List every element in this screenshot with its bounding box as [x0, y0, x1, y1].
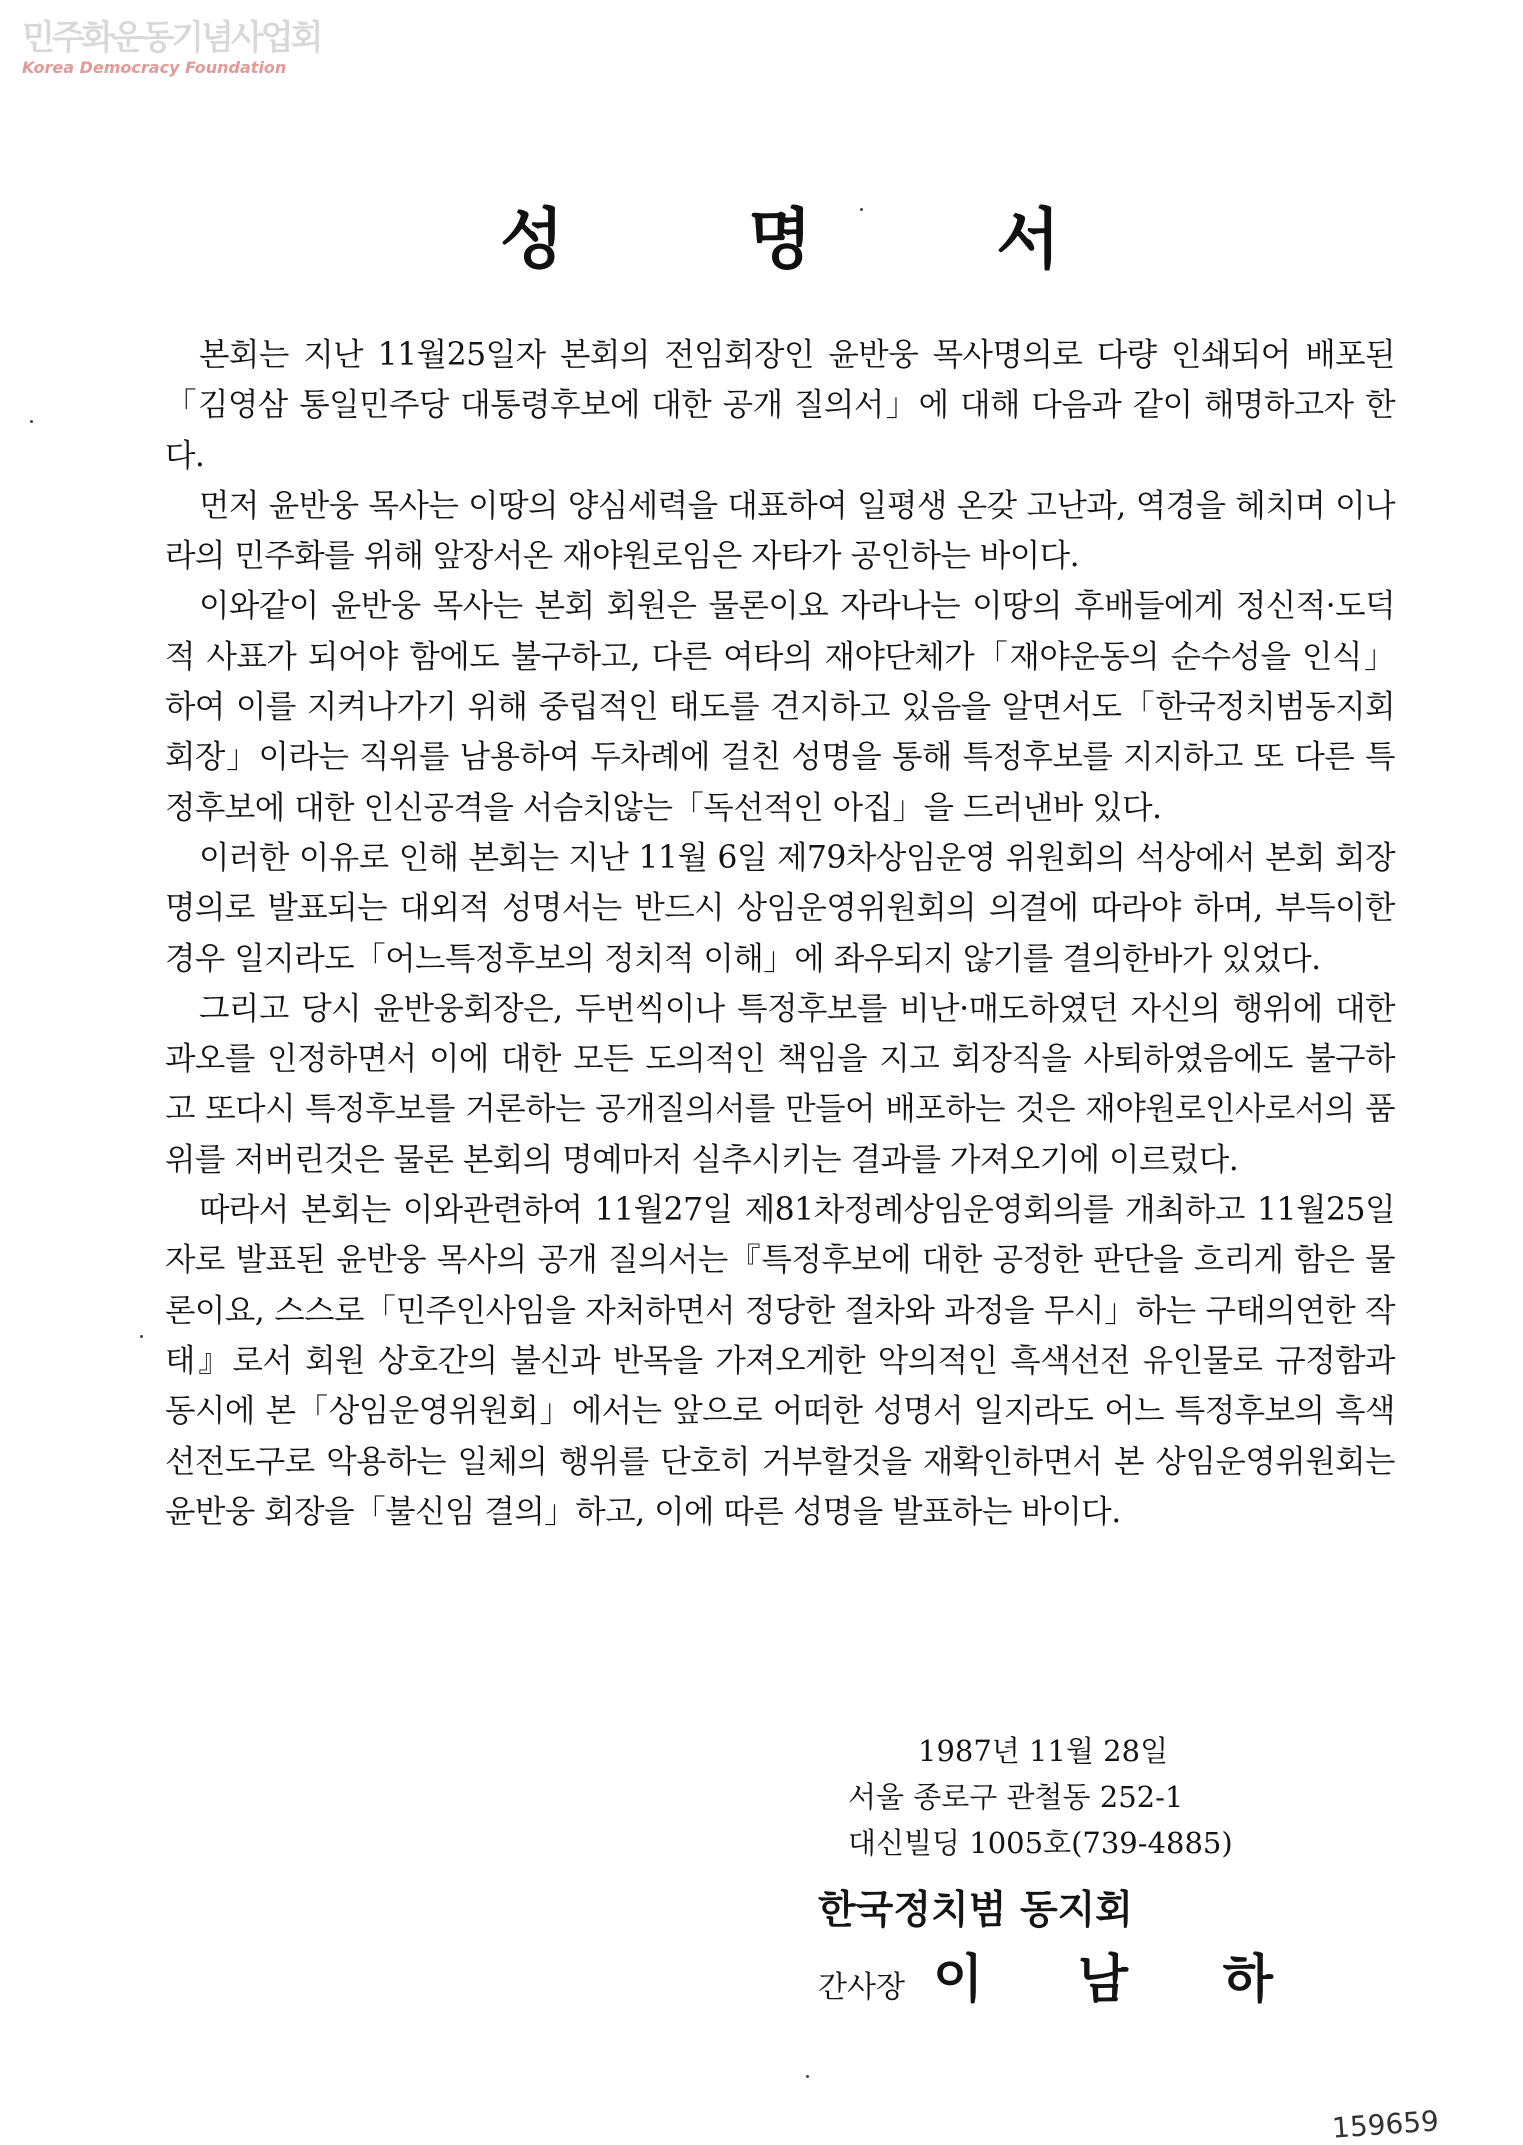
signature-address-line-2: 대신빌딩 1005호(739-4885) — [848, 1826, 1233, 1860]
name-char-1: 이 — [932, 1950, 984, 2010]
watermark-korean: 민주화운동기념사업회 — [22, 18, 321, 58]
title-char-2: 명 — [748, 201, 812, 278]
representative-name — [933, 1950, 1273, 2010]
organization-name: 한국정치범 동지회 — [818, 1888, 1133, 1933]
representative — [818, 1950, 1318, 2018]
watermark-english: Korea Democracy Foundation — [22, 58, 287, 77]
representative-role: 간사장 — [818, 1970, 905, 2005]
watermark-logo — [22, 18, 322, 78]
title-char-1: 성 — [500, 201, 564, 278]
name-char-3: 하 — [1222, 1950, 1273, 2010]
paragraph-1: 본회는 지난 11월25일자 본회의 전임회장인 윤반웅 목사명의로 다량 인쇄되어 배포된「김영삼 통일민주당 대통령후보에 대한 공개 질의서」에 대해 다음과 같이 해명하고자 한다. — [165, 337, 1395, 474]
document-title — [500, 200, 1060, 280]
paragraph-4: 이러한 이유로 인해 본회는 지난 11월 6일 제79차상임운영 위원회의 석상에서 본회 회장 명의로 발표되는 대외적 성명서는 반드시 상임운영위원회의 의결에 따라야 하며, 부득이한 경우 일지라도「어느특정후보의 정치적 이해」에 좌우되지 않기를 결의한바가 있었다. — [165, 839, 1395, 977]
scan-speck — [806, 2075, 809, 2078]
name-char-2: 남 — [1077, 1950, 1129, 2010]
scan-speck — [860, 208, 863, 211]
scan-speck — [140, 1335, 143, 1338]
paragraph-3: 이와같이 윤반웅 목사는 본회 회원은 물론이요 자라나는 이땅의 후배들에게 정신적·도덕적 사표가 되어야 함에도 불구하고, 다른 여타의 재야단체가「재야운동의 순수성을 인식」하여 이를 지켜나가기 위해 중립적인 태도를 견지하고 있음을 알면서도「한국정치범동지회 회장」이라는 직위를 남용하여 두차례에 걸친 성명을 통해 특정후보를 지지하고 또 다른 특정후보에 대한 인신공격을 서슴치않는「독선적인 아집」을 드러낸바 있다. — [165, 588, 1395, 826]
paragraph-5: 그리고 당시 윤반웅회장은, 두번씩이나 특정후보를 비난·매도하였던 자신의 행위에 대한 과오를 인정하면서 이에 대한 모든 도의적인 책임을 지고 회장직을 사퇴하였음에도 불구하고 또다시 특정후보를 거론하는 공개질의서를 만들어 배포하는 것은 재야원로인사로서의 품위를 저버린것은 물론 본회의 명예마저 실추시키는 결과를 가져오기에 이르렀다. — [165, 990, 1395, 1178]
handwritten-document-number: 159659 — [1330, 2104, 1440, 2145]
signature-date: 1987년 11월 28일 — [918, 1734, 1169, 1768]
statement-body — [165, 330, 1395, 1537]
signature-block — [848, 1728, 1448, 1866]
scan-speck — [30, 420, 33, 423]
signature-address-line-1: 서울 종로구 관철동 252-1 — [848, 1780, 1184, 1814]
title-char-3: 서 — [996, 201, 1060, 278]
paragraph-6: 따라서 본회는 이와관련하여 11월27일 제81차정례상임운영회의를 개최하고 11월25일자로 발표된 윤반웅 목사의 공개 질의서는『특정후보에 대한 공정한 판단을 흐리게 함은 물론이요, 스스로「민주인사임을 자처하면서 정당한 절차와 과정을 무시」하는 구태의연한 작태』로서 회원 상호간의 불신과 반목을 가져오게한 악의적인 흑색선전 유인물로 규정함과 동시에 본「상임운영위원회」에서는 앞으로 어떠한 성명서 일지라도 어느 특정후보의 흑색선전도구로 악용하는 일체의 행위를 단호히 거부할것을 재확인하면서 본 상임운영위원회는 윤반웅 회장을「불신임 결의」하고, 이에 따른 성명을 발표하는 바이다. — [165, 1192, 1395, 1530]
paragraph-2: 먼저 윤반웅 목사는 이땅의 양심세력을 대표하여 일평생 온갖 고난과, 역경을 헤치며 이나라의 민주화를 위해 앞장서온 재야원로임은 자타가 공인하는 바이다. — [165, 487, 1395, 575]
